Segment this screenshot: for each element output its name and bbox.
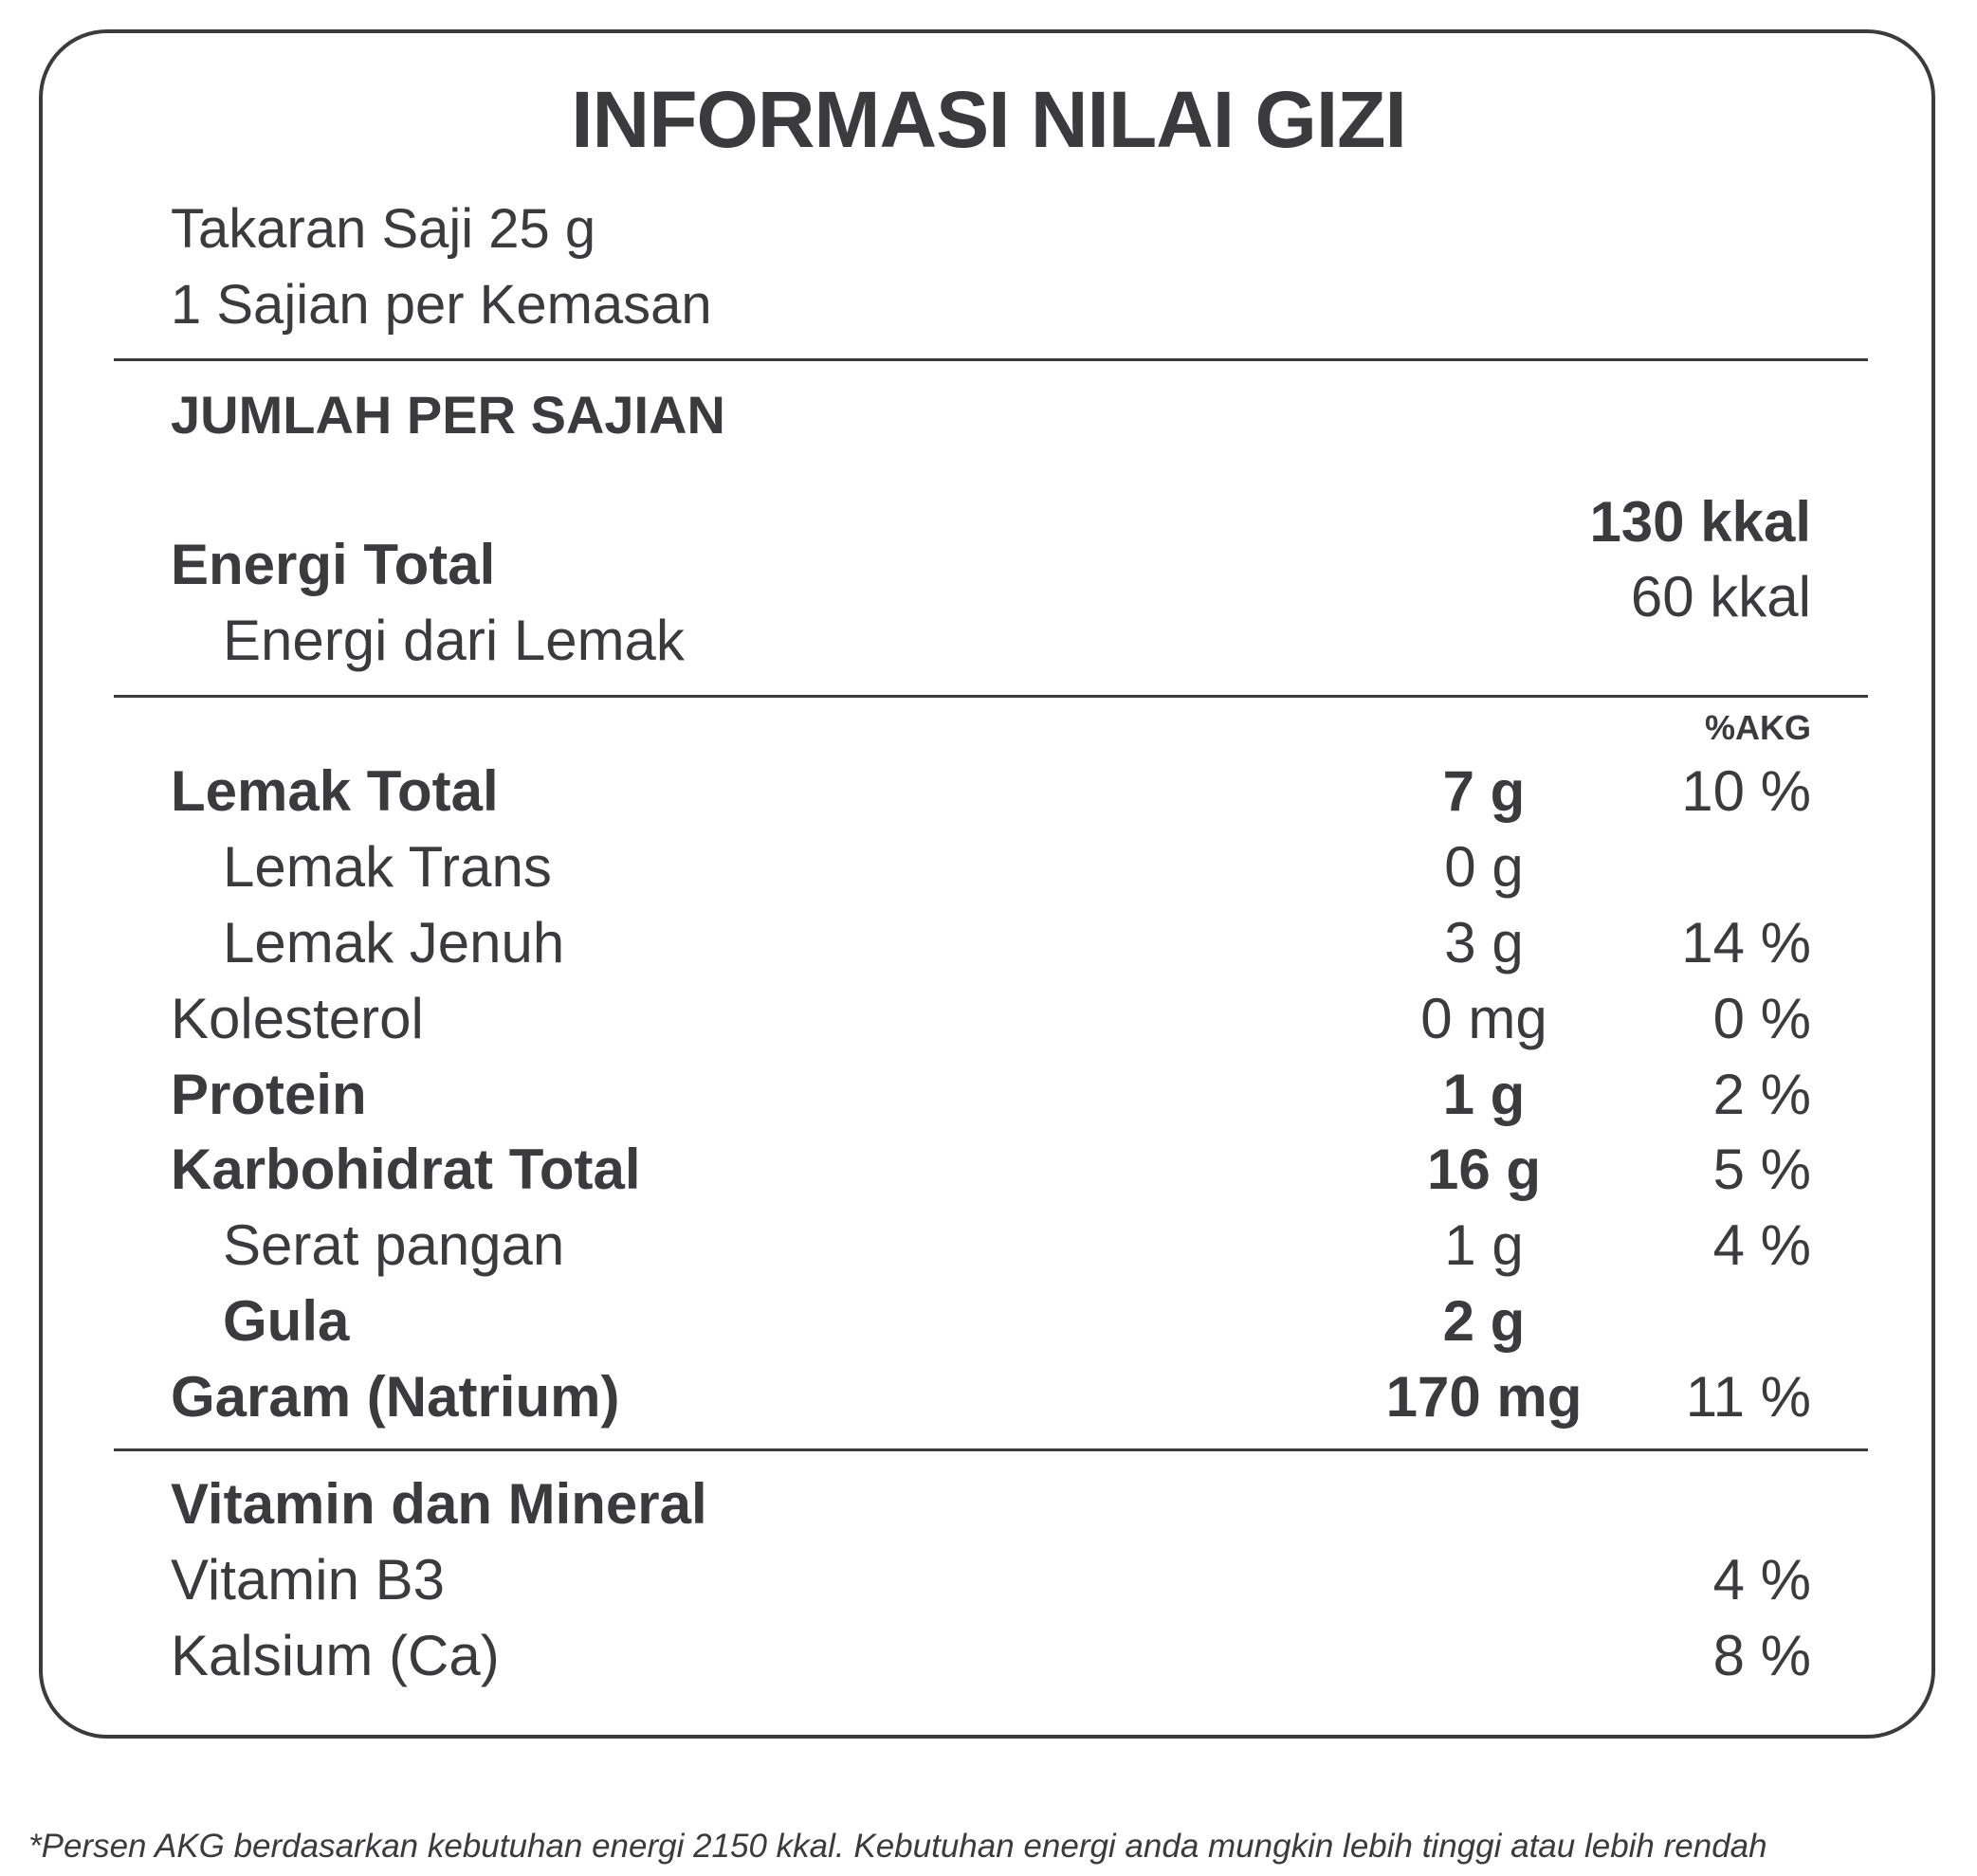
nutrient-akg: 2 % [1712,1063,1811,1126]
divider [114,1448,1868,1451]
akg-column-header: %AKG [1704,708,1811,747]
vitamin-label: Vitamin B3 [171,1548,446,1612]
energy-total-label: Energi Total [171,533,496,596]
nutrient-label: Serat pangan [223,1213,565,1277]
nutrient-amount: 0 g [1444,835,1524,899]
vitamins-heading: Vitamin dan Mineral [171,1472,707,1536]
divider [114,358,1868,361]
nutrient-label: Karbohidrat Total [171,1138,641,1201]
label-title: INFORMASI NILAI GIZI [571,75,1406,164]
nutrient-amount: 16 g [1426,1138,1542,1201]
divider [114,695,1868,698]
nutrient-akg: 11 % [1685,1365,1811,1429]
vitamin-akg: 8 % [1712,1624,1811,1687]
energy-from-fat-label: Energi dari Lemak [223,609,685,672]
nutrient-amount: 2 g [1442,1289,1526,1353]
nutrient-amount: 3 g [1444,911,1524,974]
nutrient-amount: 170 mg [1385,1365,1583,1429]
nutrient-akg: 0 % [1712,987,1811,1050]
serving-size: Takaran Saji 25 g [171,198,596,260]
nutrient-akg: 14 % [1681,911,1811,974]
nutrient-amount: 1 g [1444,1213,1524,1277]
nutrient-amount: 1 g [1442,1063,1526,1126]
vitamin-akg: 4 % [1712,1548,1811,1612]
energy-from-fat-value: 60 kkal [1630,565,1811,628]
nutrient-label: Lemak Total [171,759,499,823]
nutrient-label: Lemak Trans [223,835,552,899]
nutrient-label: Garam (Natrium) [171,1365,620,1429]
energy-total-value: 130 kkal [1589,490,1811,554]
nutrient-label: Kolesterol [171,987,424,1050]
nutrient-label: Gula [223,1289,350,1353]
nutrient-amount: 7 g [1442,759,1526,823]
amount-per-serving-heading: JUMLAH PER SAJIAN [171,385,725,445]
nutrient-label: Lemak Jenuh [223,911,565,974]
akg-footnote: *Persen AKG berdasarkan kebutuhan energi 2150 kkal. Kebutuhan energi anda mungkin lebih tinggi atau lebih rendah [28,1828,1767,1865]
nutrient-akg: 4 % [1712,1213,1811,1277]
nutrient-akg: 5 % [1712,1138,1811,1201]
nutrient-akg: 10 % [1681,759,1811,823]
vitamin-label: Kalsium (Ca) [171,1624,500,1687]
nutrient-label: Protein [171,1063,367,1126]
servings-per-pack: 1 Sajian per Kemasan [171,274,712,336]
nutrient-amount: 0 mg [1420,987,1547,1050]
